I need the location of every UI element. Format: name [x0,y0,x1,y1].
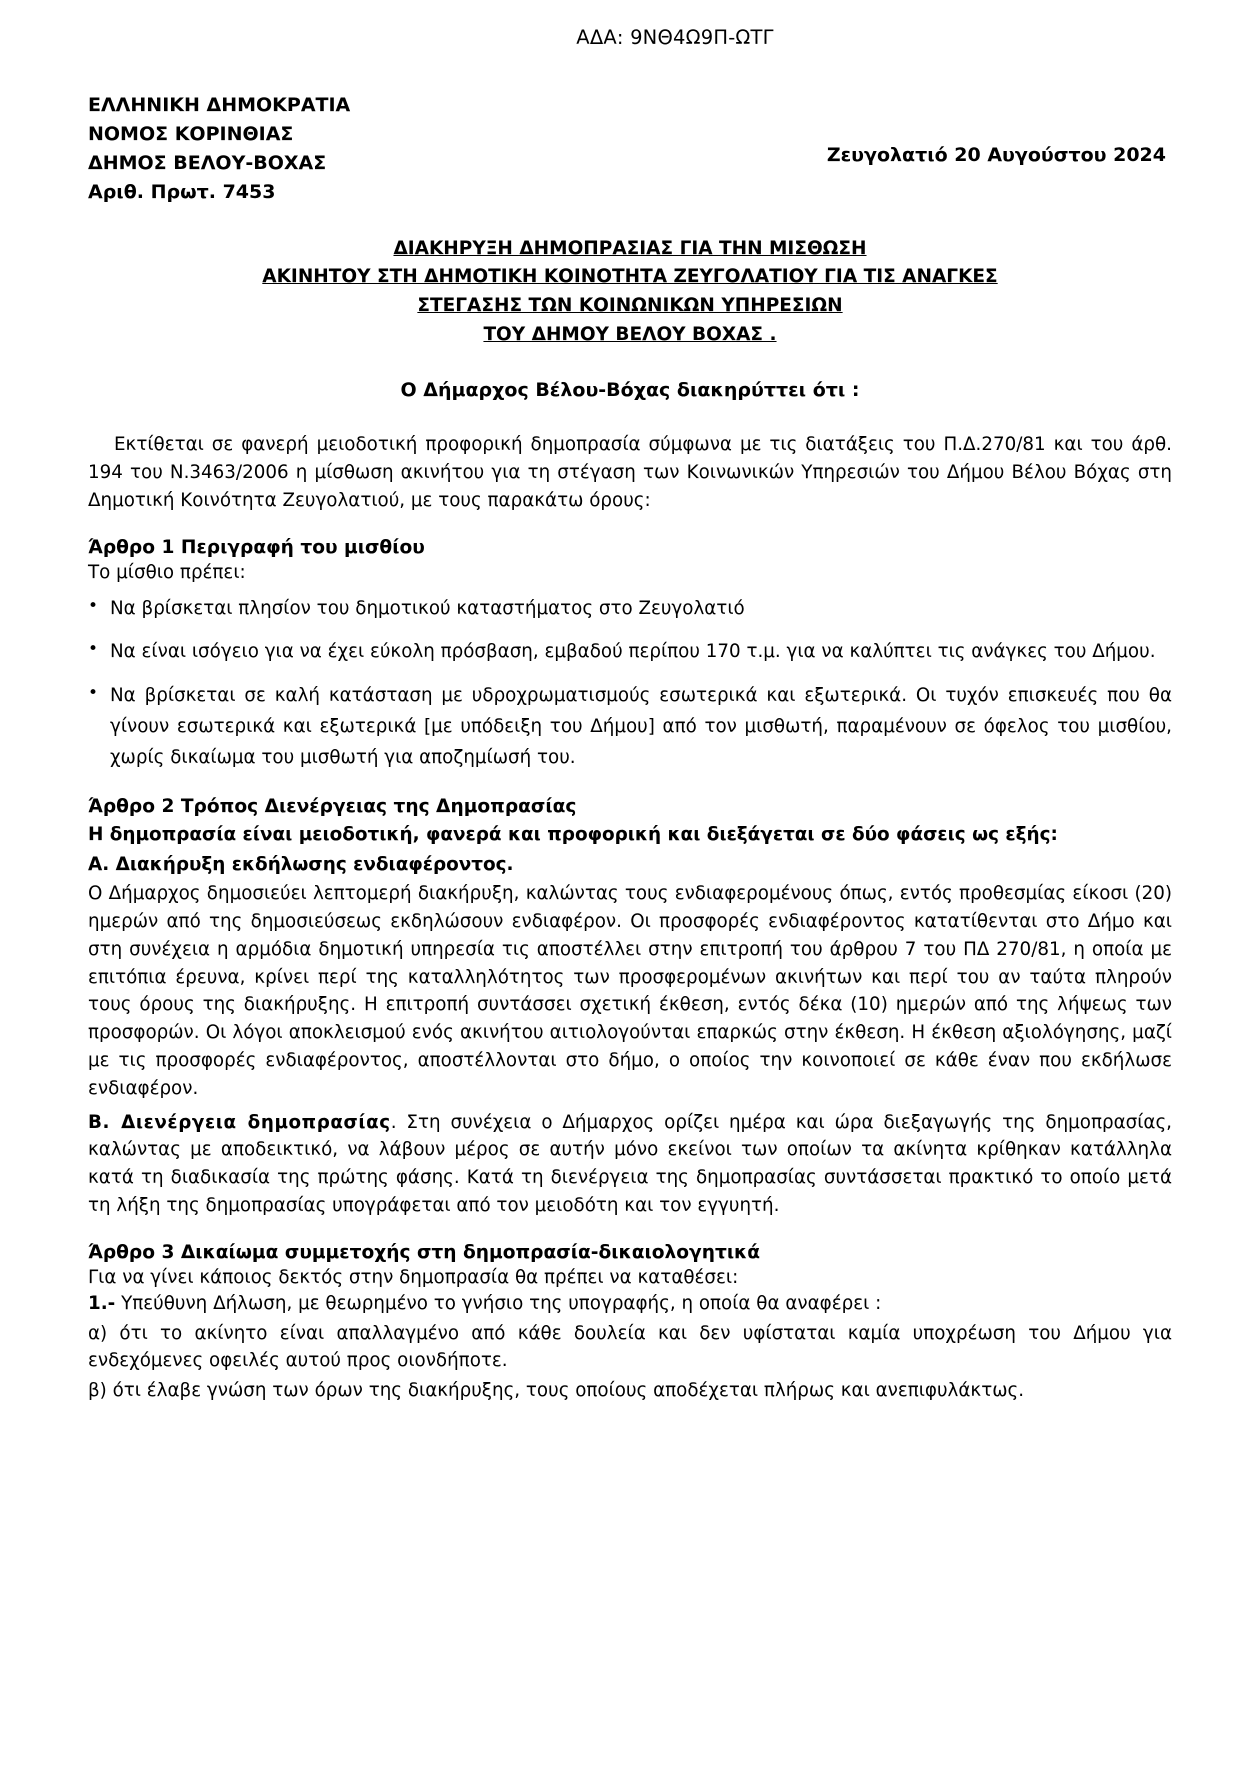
article-1-heading: Άρθρο 1 Περιγραφή του μισθίου [88,536,425,558]
article-3-item-1 [88,1290,1172,1318]
article-2-bold-line-1: Η δημοπρασία είναι μειοδοτική, φανερά και προφορική και διεξάγεται σε δύο φάσεις ως εξής: [88,823,1058,845]
article-3-item-1-number: 1.- [88,1292,116,1314]
list-item: • Να βρίσκεται σε καλή κατάσταση με υδροχρωματισμούς εσωτερικά και εξωτερικά. Οι τυχόν επισκευές που θα γίνουν εσωτερικά και εξωτερικά [με υπόδειξη του Δήμου] από τον μισθωτή, παραμένουν σε όφελος του μισθίου, χωρίς δικαίωμα του μισθωτή για αποζημίωσή του. [88,680,1172,774]
article-2-paragraph-b [88,1109,1172,1220]
title-line-3: ΣΤΕΓΑΣΗΣ ΤΩΝ ΚΟΙΝΩΝΙΚΩΝ ΥΠΗΡΕΣΙΩΝ [417,294,843,316]
intro-paragraph: Εκτίθεται σε φανερή μειοδοτική προφορική δημοπρασία σύμφωνα με τις διατάξεις του Π.Δ.270/81 και του άρθ. 194 του Ν.3463/2006 η μίσθωση ακινήτου για τη στέγαση των Κοινωνικών Υπηρεσιών του Δήμου Βέλου Βόχας στη Δημοτική Κοινότητα Ζευγολατιού, με τους παρακάτω όρους: [88,434,1172,511]
authority-line-2: ΝΟΜΟΣ ΚΟΡΙΝΘΙΑΣ [88,122,294,145]
article-2-paragraph-a: Ο Δήμαρχος δημοσιεύει λεπτομερή διακήρυξη, καλώντας τους ενδιαφερομένους όπως, εντός προθεσμίας είκοσι (20) ημερών από της δημοσιεύσεως εκδηλώσουν ενδιαφέρον. Οι προσφορές ενδιαφέροντος κατατίθενται στο Δήμο και στη συνέχεια η αρμόδια δημοτική υπηρεσία τις αποστέλλει στην επιτροπή του άρθρου 7 του ΠΔ 270/81, η οποία με επιτόπια έρευνα, κρίνει περί της καταλληλότητος των προσφερομένων ακινήτων και περί του αν ταύτα πληρούν τους όρους της διακήρυξης. Η επιτροπή συντάσσει σχετική έκθεση, εντός δέκα (10) ημερών από της λήψεως των προσφορών. Οι λόγοι αποκλεισμού ενός ακινήτου αιτιολογούνται επαρκώς στην έκθεση. Η έκθεση αξιολόγησης, μαζί με τις προσφορές ενδιαφέροντος, αποστέλλονται στο δήμο, ο οποίος την κοινοποιεί σε κάθε έναν που εκδήλωσε ενδιαφέρον. [88,883,1172,1099]
title-line-1: ΔΙΑΚΗΡΥΞΗ ΔΗΜΟΠΡΑΣΙΑΣ ΓΙΑ ΤΗΝ ΜΙΣΘΩΣΗ [393,237,867,259]
article-2-heading: Άρθρο 2 Τρόπος Διενέργειας της Δημοπρασίας [88,795,577,817]
article-2-section-b-label: Β. Διενέργεια δημοπρασίας [88,1111,391,1133]
article-3-heading: Άρθρο 3 Δικαίωμα συμμετοχής στη δημοπρασία-δικαιολογητικά [88,1241,761,1263]
authority-line-1: ΕΛΛΗΝΙΚΗ ΔΗΜΟΚΡΑΤΙΑ [88,94,351,116]
list-item: • Να βρίσκεται πλησίον του δημοτικού καταστήματος στο Ζευγολατιό [88,593,1172,624]
ada-number: ΑΔΑ: 9ΝΘ4Ω9Π-ΩΤΓ [576,26,774,49]
protocol-number: Αριθ. Πρωτ. 7453 [88,180,276,203]
article-2-section-b-text: . Στη συνέχεια ο Δήμαρχος ορίζει ημέρα και ώρα διεξαγωγής της δημοπρασίας, καλώντας με αποδεικτικό, να λάβουν μέρος σε αυτήν μόνο εκείνοι των οποίων τα ακίνητα κρίθηκαν κατάλληλα κατά τη διαδικασία της πρώτης φάσης. Κατά τη διενέργεια της δημοπρασίας συντάσσεται πρακτικό το οποίο μετά τη λήξη της δημοπρασίας υπογράφεται από τον μειοδότη και τον εγγυητή. [88,1111,1172,1216]
place-and-date: Ζευγολατιό 20 Αυγούστου 2024 [826,144,1166,166]
article-3-lead: Για να γίνει κάποιος δεκτός στην δημοπρασία θα πρέπει να καταθέσει: [88,1266,739,1288]
list-item: • Να είναι ισόγειο για να έχει εύκολη πρόσβαση, εμβαδού περίπου 170 τ.μ. για να καλύπτει τις ανάγκες του Δήμου. [88,636,1172,667]
article-3-item-b: β) ότι έλαβε γνώση των όρων της διακήρυξης, τους οποίους αποδέχεται πλήρως και ανεπιφυλάκτως. [88,1380,1025,1402]
authority-line-3: ΔΗΜΟΣ ΒΕΛΟΥ-ΒΟΧΑΣ [88,151,327,174]
declaration-subtitle: Ο Δήμαρχος Βέλου-Βόχας διακηρύττει ότι : [400,379,860,402]
article-1-lead: Το μίσθιο πρέπει: [88,561,246,583]
page-title [175,235,1086,350]
article-3-item-1-text: Υπεύθυνη Δήλωση, με θεωρημένο το γνήσιο της υπογραφής, η οποία θα αναφέρει : [115,1292,882,1314]
article-1-bullets [88,593,1172,774]
article-2-bold-line-2: Α. Διακήρυξη εκδήλωσης ενδιαφέροντος. [88,853,514,875]
document-header [88,91,1172,207]
title-line-2: ΑΚΙΝΗΤΟΥ ΣΤΗ ΔΗΜΟΤΙΚΗ ΚΟΙΝΟΤΗΤΑ ΖΕΥΓΟΛΑΤΙΟΥ ΓΙΑ ΤΙΣ ΑΝΑΓΚΕΣ [262,266,998,288]
title-line-4: ΤΟΥ ΔΗΜΟΥ ΒΕΛΟΥ ΒΟΧΑΣ . [483,323,777,345]
article-3-item-a: α) ότι το ακίνητο είναι απαλλαγμένο από κάθε δουλεία και δεν υφίσταται καμία υποχρέωση του Δήμου για ενδεχόμενες οφειλές αυτού προς οιονδήποτε. [88,1322,1172,1372]
